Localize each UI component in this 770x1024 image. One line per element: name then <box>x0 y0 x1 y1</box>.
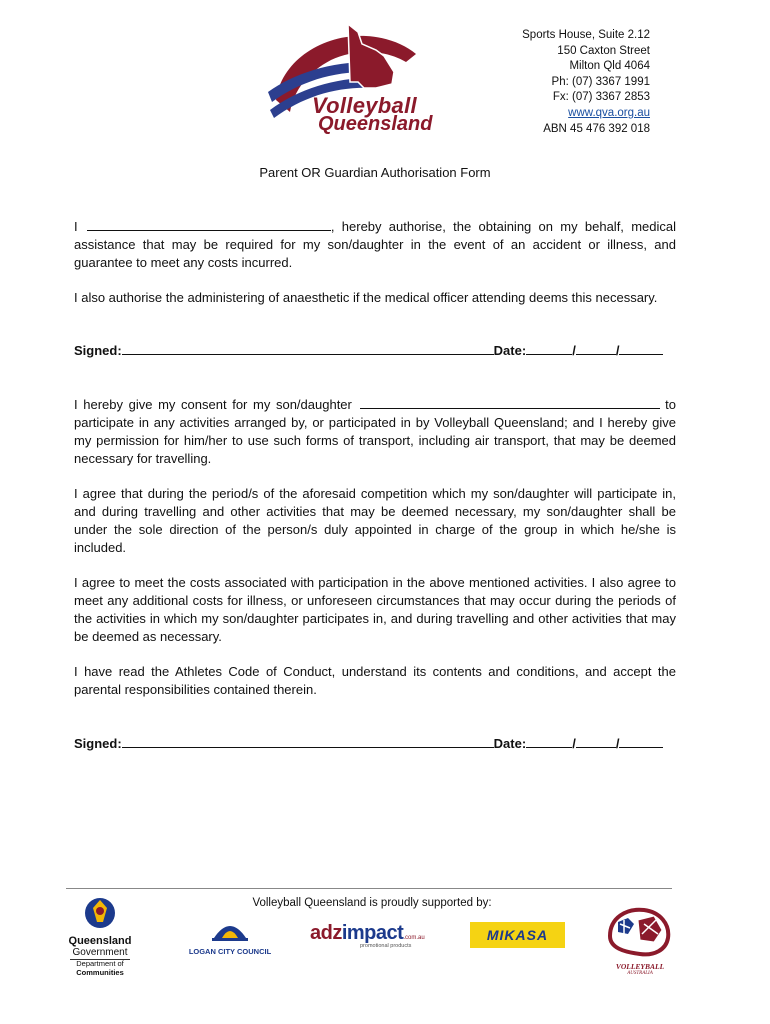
footer-divider <box>66 888 672 889</box>
contact-address-block <box>522 28 650 137</box>
fax-line: Fx: (07) 3367 2853 <box>552 91 650 104</box>
adz-subtitle: promotional products <box>360 943 412 949</box>
paragraph-costs: I agree to meet the costs associated with participation in the above mentioned activities. I also agree to meet any additional costs for illness, or unforeseen circumstances that may occur during the periods of the activities in which my son/daughter participates in, and during travelling and other activities that may be deemed as necessary. <box>74 575 676 644</box>
logo-wordmark-line1: Volleyball <box>312 93 417 118</box>
paragraph-medical-authorisation <box>74 218 676 272</box>
qld-text-1: Queensland <box>68 935 132 947</box>
date-month-field-1[interactable] <box>576 342 616 355</box>
form-title: Parent OR Guardian Authorisation Form <box>259 165 491 180</box>
paragraph-anaesthetic: I also authorise the administering of anaesthetic if the medical officer attending deems this necessary. <box>74 290 658 305</box>
para3-lead: I hereby give my consent for my son/daughter <box>74 397 352 412</box>
date-year-field-2[interactable] <box>619 735 663 748</box>
website-link[interactable]: www.qva.org.au <box>568 106 650 119</box>
supported-by-text: Volleyball Queensland is proudly supported by: <box>252 897 492 909</box>
sponsor-mikasa <box>470 922 565 948</box>
adz-text: adz <box>310 922 342 944</box>
signature-field-1[interactable] <box>122 342 494 355</box>
date-month-field-2[interactable] <box>576 735 616 748</box>
logo-queensland-map <box>348 24 394 88</box>
date-separator: / <box>572 343 576 358</box>
paragraph-transport-consent <box>74 396 676 468</box>
signature-row-2 <box>74 735 663 751</box>
date-day-field-1[interactable] <box>526 342 572 355</box>
signature-row-1 <box>74 342 663 358</box>
child-name-field[interactable] <box>360 396 660 409</box>
impact-text: impact <box>341 922 404 944</box>
paragraph-code-of-conduct: I have read the Athletes Code of Conduct, understand its contents and conditions, and accept the parental responsibilities contained therein. <box>74 664 676 697</box>
address-line: Sports House, Suite 2.12 <box>522 29 650 41</box>
volleyball-australia-emblem-icon <box>604 906 676 958</box>
qld-text-2: Government <box>72 947 128 958</box>
address-line: Milton Qld 4064 <box>569 60 650 73</box>
signed-label: Signed: <box>74 343 122 358</box>
adz-domain-text: .com.au <box>403 935 425 941</box>
qld-text-3: Department of <box>70 959 130 969</box>
date-separator: / <box>572 736 576 751</box>
qld-crest-icon <box>83 896 117 930</box>
logan-emblem-icon <box>210 918 250 942</box>
logan-text: LOGAN CITY COUNCIL <box>188 947 272 956</box>
signature-field-2[interactable] <box>122 735 494 748</box>
date-separator: / <box>615 343 620 358</box>
qld-text-4: Communities <box>76 967 124 977</box>
date-day-field-2[interactable] <box>526 735 572 748</box>
mikasa-text: MIKASA <box>486 927 549 943</box>
date-label: Date: <box>493 736 527 751</box>
logo-wordmark-line2: Queensland <box>318 113 433 135</box>
paragraph-supervision: I agree that during the period/s of the aforesaid competition which my son/daughter will participate in, and during travelling and other activities that may be deemed necessary, my son/daughter shall be under the sole direction of the person/s duly appointed in charge of the group in which he/she is included. <box>74 486 676 555</box>
guardian-name-field[interactable] <box>87 218 331 231</box>
date-year-field-1[interactable] <box>619 342 663 355</box>
va-text-2: AUSTRALIA <box>627 971 653 976</box>
address-line: 150 Caxton Street <box>557 44 650 57</box>
signed-label: Signed: <box>74 736 122 751</box>
abn-line: ABN 45 476 392 018 <box>543 122 650 135</box>
phone-line: Ph: (07) 3367 1991 <box>551 75 650 88</box>
sponsor-logan-city-council <box>186 918 274 958</box>
sponsor-volleyball-australia <box>604 906 676 976</box>
para1-lead: I <box>74 219 78 234</box>
va-text-1: VOLLEYBALL <box>615 962 665 971</box>
para3-text: to participate in any activities arranged by, or participated in by Volleyball Queensland; and I hereby give my permission for him/her to use such forms of transport, including air transport, that may be deemed necessary for travelling. <box>74 397 676 466</box>
sponsor-adzimpact <box>310 922 425 952</box>
date-separator: / <box>615 736 620 751</box>
sponsor-queensland-government <box>62 896 138 976</box>
para1-text: , hereby authorise, the obtaining on my behalf, medical assistance that may be required for my son/daughter in the event of an accident or illness, and guarantee to meet any costs incurred. <box>74 219 676 270</box>
date-label: Date: <box>493 343 527 358</box>
